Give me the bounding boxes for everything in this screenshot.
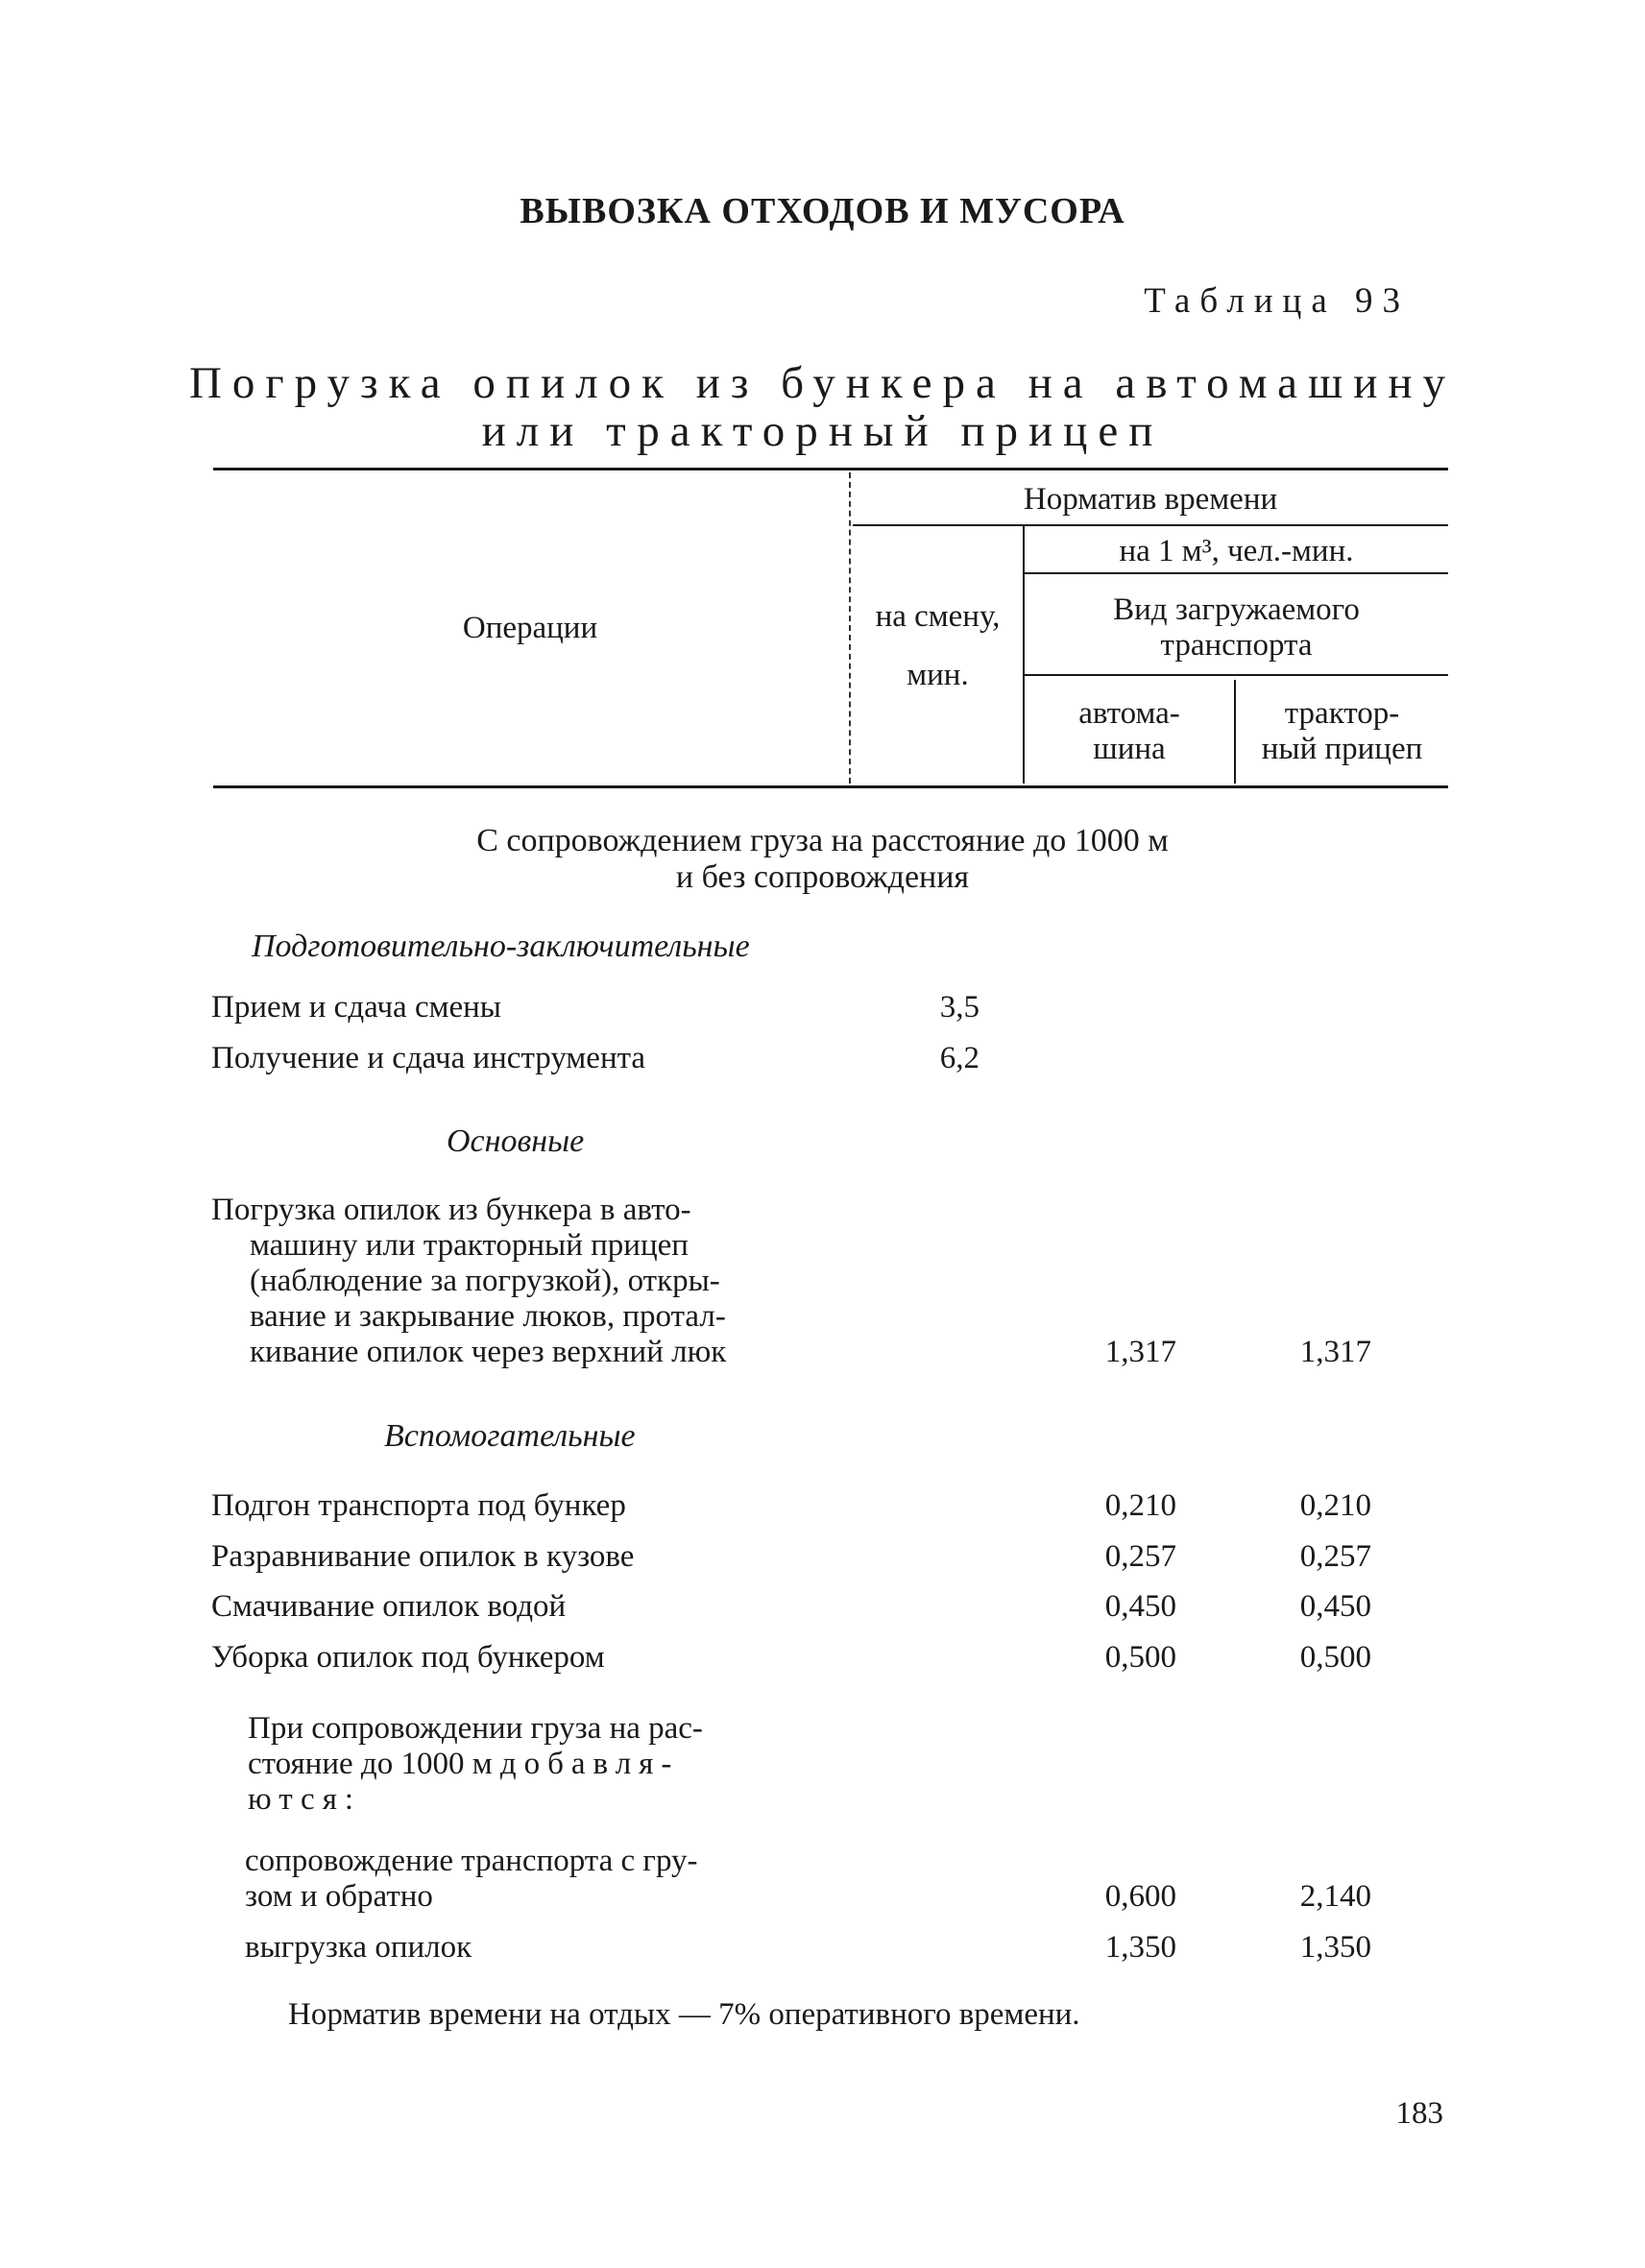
escort-note-line-1: При сопровождении груза на рас-	[248, 1711, 703, 1746]
escort-note-line-2	[248, 1747, 872, 1782]
group-aux: Вспомогательные	[384, 1418, 636, 1454]
row-unloading-tractor: 1,350	[1299, 1930, 1371, 1965]
header-bottom-rule	[213, 785, 1448, 788]
row-wetting-label: Смачивание опилок водой	[211, 1589, 567, 1624]
row-loading-line-1: Погрузка опилок из бункера в авто-	[211, 1193, 691, 1227]
per-m3-rule	[1025, 572, 1448, 574]
row-shift-handover-label: Прием и сдача смены	[211, 990, 501, 1025]
row-tools-label: Получение и сдача инструмента	[211, 1041, 646, 1075]
row-loading-auto: 1,317	[1104, 1335, 1176, 1369]
header-col-auto-line-2: шина	[1093, 732, 1166, 766]
row-cleanup-label: Уборка опилок под бункером	[211, 1640, 605, 1675]
row-escort-line-2: зом и обратно	[245, 1879, 433, 1914]
transport-kind-rule	[1025, 674, 1448, 676]
header-norm-time: Норматив времени	[1023, 482, 1278, 517]
row-loading-tractor: 1,317	[1299, 1335, 1371, 1369]
row-loading-line-5: кивание опилок через верхний люк	[250, 1335, 727, 1369]
conditions-subheading-line-1: С сопровождением груза на расстояние до 1000 м	[476, 823, 1169, 858]
operations-divider	[849, 472, 851, 784]
header-col-tractor	[1236, 696, 1448, 767]
conditions-subheading	[0, 823, 1645, 896]
group-prep: Подготовительно-заключительные	[252, 929, 750, 964]
header-top-rule	[213, 468, 1448, 470]
header-col-tractor-line-2: ный прицеп	[1261, 732, 1423, 766]
row-drive-under-tractor: 0,210	[1299, 1488, 1371, 1523]
page-number: 183	[1395, 2096, 1443, 2131]
row-tools-per-shift: 6,2	[939, 1041, 980, 1075]
table-number: Таблица 93	[1144, 281, 1410, 321]
row-loading-line-2: машину или тракторный прицеп	[250, 1228, 689, 1263]
norm-time-rule	[853, 524, 1448, 526]
row-wetting-auto: 0,450	[1104, 1589, 1176, 1624]
row-leveling-label: Разравнивание опилок в кузове	[211, 1539, 635, 1574]
header-per-shift-line-1: на смену,	[875, 599, 1001, 634]
row-drive-under-label: Подгон транспорта под бункер	[211, 1488, 626, 1523]
row-escort-tractor: 2,140	[1299, 1879, 1371, 1914]
header-col-auto	[1025, 696, 1234, 767]
header-per-shift	[853, 599, 1023, 693]
header-operations: Операции	[462, 611, 598, 645]
row-escort-line-1: сопровождение транспорта с гру-	[245, 1844, 698, 1878]
escort-note-line-2b: добавля-	[499, 1747, 680, 1781]
group-main: Основные	[447, 1123, 585, 1159]
row-loading-label	[211, 1193, 835, 1370]
row-shift-handover-per-shift: 3,5	[939, 990, 980, 1025]
header-per-m3: на 1 м³, чел.-мин.	[1119, 534, 1354, 568]
escort-note-line-2a: стояние до 1000 м	[248, 1747, 500, 1781]
row-loading-line-4: вание и закрывание люков, протал-	[250, 1299, 726, 1334]
header-transport-kind-line-2: транспорта	[1160, 628, 1313, 663]
row-unloading-auto: 1,350	[1104, 1930, 1176, 1965]
header-col-tractor-line-1: трактор-	[1284, 696, 1400, 731]
section-title: ВЫВОЗКА ОТХОДОВ И МУСОРА	[520, 191, 1125, 231]
row-escort-label	[245, 1844, 869, 1915]
row-drive-under-auto: 0,210	[1104, 1488, 1176, 1523]
row-leveling-tractor: 0,257	[1299, 1539, 1371, 1574]
escort-note	[248, 1711, 872, 1818]
header-col-auto-line-1: автома-	[1078, 696, 1180, 731]
row-leveling-auto: 0,257	[1104, 1539, 1176, 1574]
header-transport-kind	[1025, 592, 1448, 664]
row-wetting-tractor: 0,450	[1299, 1589, 1371, 1624]
row-unloading-label: выгрузка опилок	[245, 1930, 472, 1965]
header-per-shift-line-2: мин.	[907, 658, 969, 692]
header-transport-kind-line-1: Вид загружаемого	[1113, 592, 1360, 627]
row-loading-line-3: (наблюдение за погрузкой), откры-	[250, 1264, 720, 1298]
row-cleanup-auto: 0,500	[1104, 1640, 1176, 1675]
escort-note-line-3: ются:	[248, 1782, 362, 1817]
table-title	[0, 359, 1645, 455]
conditions-subheading-line-2: и без сопровождения	[675, 859, 970, 895]
table-title-line-1: Погрузка опилок из бункера на автомашину	[188, 358, 1457, 408]
row-escort-auto: 0,600	[1104, 1879, 1176, 1914]
row-cleanup-tractor: 0,500	[1299, 1640, 1371, 1675]
footer-note: Норматив времени на отдых — 7% оперативного времени.	[288, 1997, 1080, 2032]
table-title-line-2: или тракторный прицеп	[481, 406, 1164, 456]
